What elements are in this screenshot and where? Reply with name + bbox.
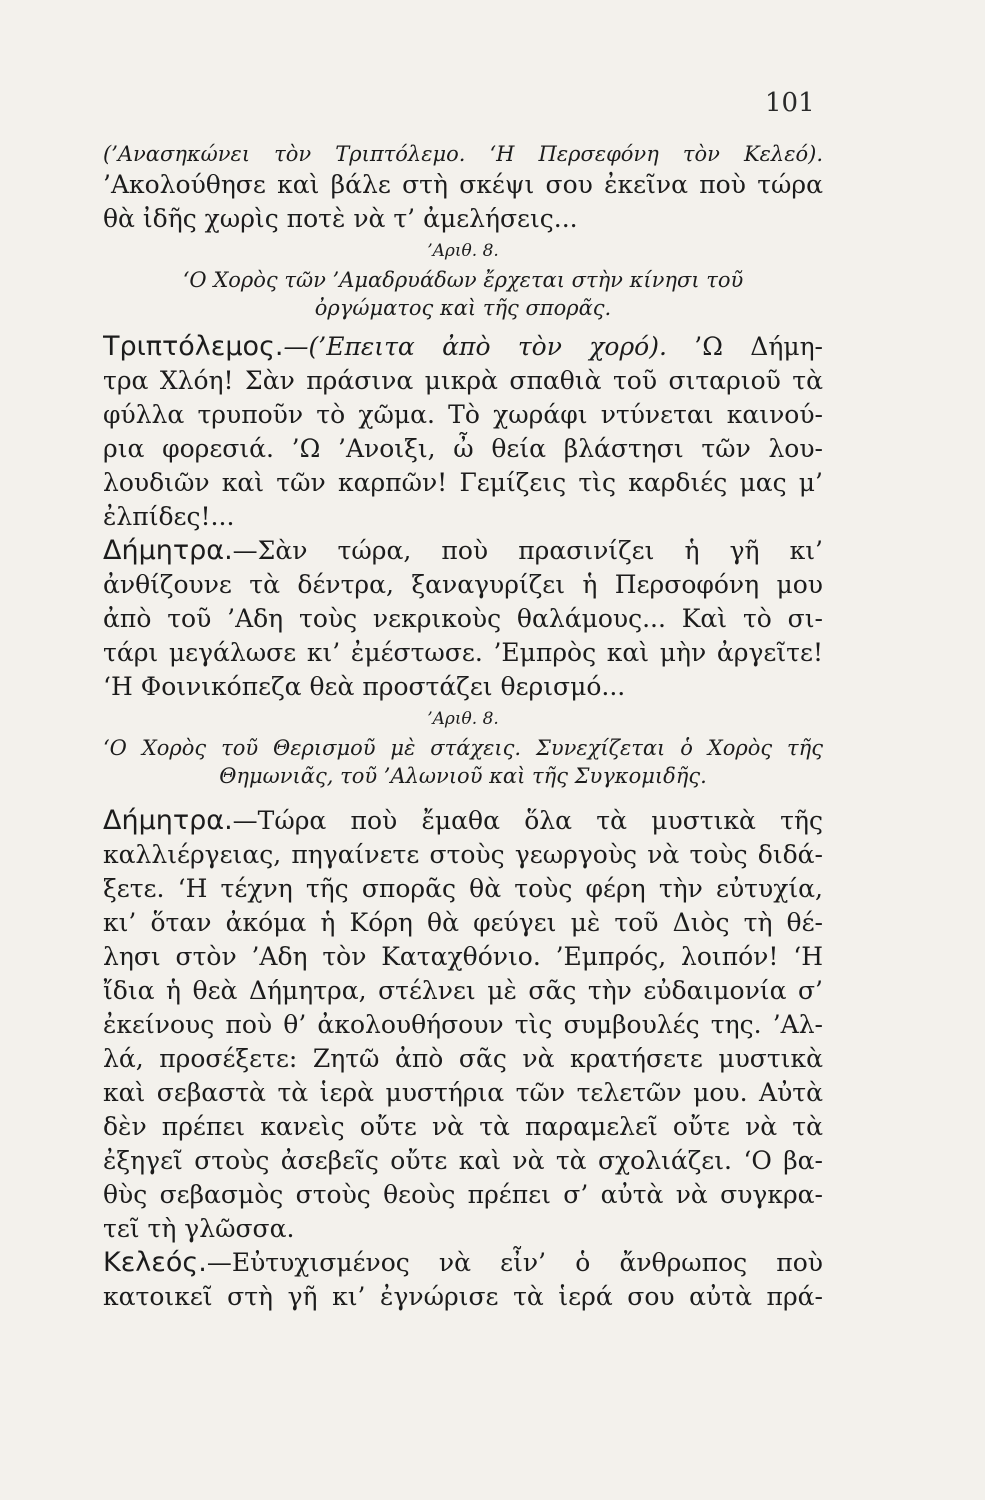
stage-direction-line: ὀργώματος καὶ τῆς σπορᾶς. (314, 296, 612, 320)
text-line: ἀπὸ τοῦ ’Αδη τοὺς νεκρικοὺς θαλάμους... Καὶ τὸ σι- (103, 604, 823, 633)
music-number-ref: ’Αριθ. 8. (427, 241, 499, 261)
speaker-name: Τριπτόλεμος. (103, 331, 284, 362)
dialogue-text: ’Ω Δήμη- (666, 332, 823, 361)
text-line: θὺς σεβασμὸς στοὺς θεοὺς πρέπει σ’ αὐτὰ νὰ συγκρα- (103, 1180, 823, 1209)
text-line: ἐλπίδες!... (103, 502, 235, 531)
text-line: κι’ ὅταν ἀκόμα ἡ Κόρη θὰ φεύγει μὲ τοῦ Διὸς τὴ θέ- (103, 908, 823, 937)
dialogue-text: —Σὰν τώρα, ποὺ πρασινίζει ἡ γῆ κι’ (232, 536, 823, 565)
text-line: θὰ ἰδῆς χωρὶς ποτὲ νὰ τ’ ἀμελήσεις... (103, 204, 578, 233)
page-number: 101 (765, 88, 815, 118)
speaker-name: Δήμητρα. (103, 535, 233, 566)
text-line: ’Ακολούθησε καὶ βάλε στὴ σκέψι σου ἐκεῖνα ποὺ τώρα (103, 170, 823, 199)
text-line: λά, προσέξετε: Ζητῶ ἀπὸ σᾶς νὰ κρατήσετε μυστικὰ (103, 1044, 823, 1073)
speaker-name: Δήμητρα. (103, 805, 233, 836)
text-line: ἐξηγεῖ στοὺς ἀσεβεῖς οὔτε καὶ νὰ τὰ σχολιάζει. ‘Ο βα- (103, 1146, 823, 1175)
text-line: ξετε. ‘Η τέχνη τῆς σπορᾶς θὰ τοὺς φέρη τὴν εὐτυχία, (103, 874, 823, 903)
text-line: τάρι μεγάλωσε κι’ ἐμέστωσε. ’Εμπρὸς καὶ μὴν ἀργεῖτε! (103, 638, 823, 667)
stage-direction-line: (’Ανασηκώνει τὸν Τριπτόλεμο. ‘Η Περσεφόνη τὸν Κελεό). (103, 142, 823, 166)
text-line: τρα Χλόη! Σὰν πράσινα μικρὰ σπαθιὰ τοῦ σιταριοῦ τὰ (103, 366, 823, 395)
page-text (103, 140, 823, 1314)
text-line: ρια φορεσιά. ’Ω ’Ανοιξι, ὦ θεία βλάστησι τῶν λου- (103, 434, 823, 463)
text-line: φύλλα τρυποῦν τὸ χῶμα. Τὸ χωράφι ντύνεται καινού- (103, 400, 823, 429)
stage-direction-line: ‘Ο Χορὸς τοῦ Θερισμοῦ μὲ στάχεις. Συνεχίζεται ὁ Χορὸς τῆς (103, 736, 823, 760)
text-line: ἀνθίζουνε τὰ δέντρα, ξαναγυρίζει ἡ Περσοφόνη μου (103, 570, 823, 599)
text-line: καὶ σεβαστὰ τὰ ἱερὰ μυστήρια τῶν τελετῶν μου. Αὐτὰ (103, 1078, 823, 1107)
text-line: λουδιῶν καὶ τῶν καρπῶν! Γεμίζεις τὶς καρδιές μας μ’ (103, 468, 823, 497)
speaker-name: Κελεός. (103, 1247, 207, 1278)
stage-direction-line: Θημωνιᾶς, τοῦ ’Αλωνιοῦ καὶ τῆς Συγκομιδῆς. (219, 764, 707, 788)
text-line: ἴδια ἡ θεὰ Δήμητρα, στέλνει μὲ σᾶς τὴν εὐδαιμονία σ’ (103, 976, 823, 1005)
dialogue-line (103, 804, 823, 838)
text-line: ἐκείνους ποὺ θ’ ἀκολουθήσουν τὶς συμβουλές της. ’Αλ- (103, 1010, 823, 1039)
inline-stage-direction: —(’Επειτα ἀπὸ τὸν χορό). (283, 332, 667, 361)
text-line: κατοικεῖ στὴ γῆ κι’ ἐγνώρισε τὰ ἱερά σου αὐτὰ πρά- (103, 1282, 823, 1311)
stage-direction-line: ‘Ο Χορὸς τῶν ’Αμαδρυάδων ἔρχεται στὴν κίνησι τοῦ (182, 268, 744, 292)
dialogue-line (103, 534, 823, 568)
text-line: καλλιέργειας, πηγαίνετε στοὺς γεωργοὺς νὰ τοὺς διδά- (103, 840, 823, 869)
dialogue-text: —Τώρα ποὺ ἔμαθα ὅλα τὰ μυστικὰ τῆς (232, 806, 823, 835)
text-line: ‘Η Φοινικόπεζα θεὰ προστάζει θερισμό... (103, 672, 626, 701)
text-line: δὲν πρέπει κανεὶς οὔτε νὰ τὰ παραμελεῖ οὔτε νὰ τὰ (103, 1112, 823, 1141)
dialogue-line (103, 330, 823, 364)
music-number-ref: ’Αριθ. 8. (427, 709, 499, 729)
text-line: τεῖ τὴ γλῶσσα. (103, 1214, 295, 1243)
text-line: λησι στὸν ’Αδη τὸν Καταχθόνιο. ’Εμπρός, λοιπόν! ‘Η (103, 942, 823, 971)
dialogue-line (103, 1246, 823, 1280)
dialogue-text: —Εὐτυχισμένος νὰ εἶν’ ὁ ἄνθρωπος ποὺ (206, 1248, 823, 1277)
